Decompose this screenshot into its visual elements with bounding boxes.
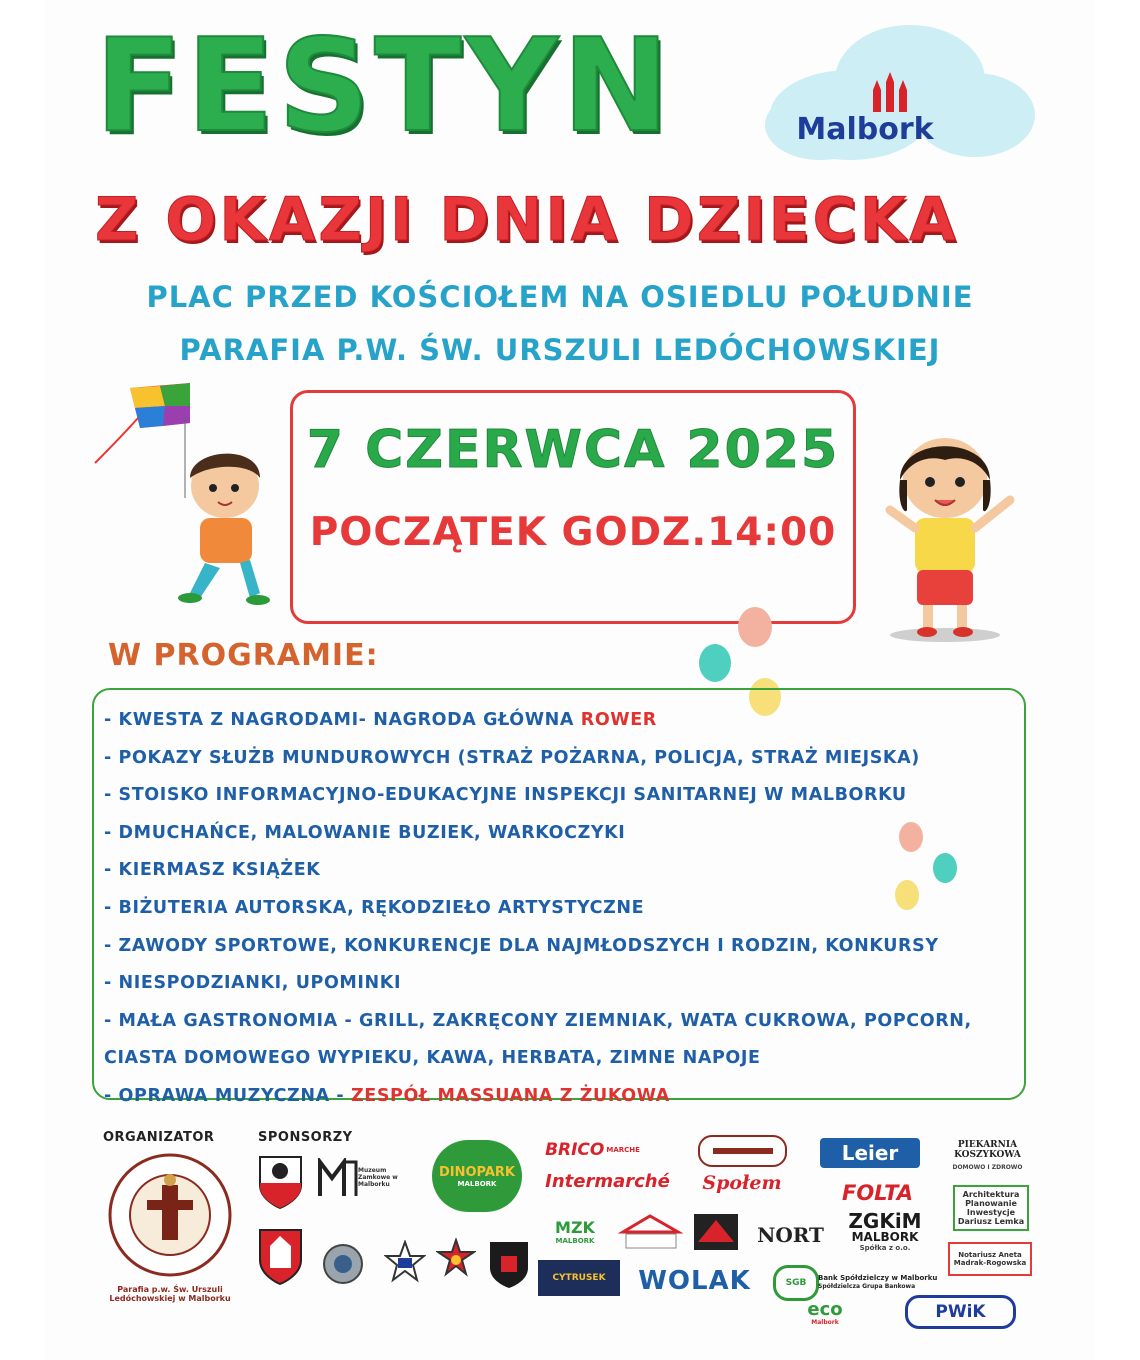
eco-logo: eco Malbork	[807, 1298, 843, 1326]
program-item: - KIERMASZ KSIĄŻEK	[104, 860, 321, 881]
brico-sub: MARCHE	[606, 1146, 640, 1154]
muzeum-logo	[318, 1155, 413, 1200]
program-item: - KWESTA Z NAGRODAMI- NAGRODA GŁÓWNA ROWER	[104, 710, 657, 730]
bank-logo: Bank Spółdzielczy w Malborku Spółdzielcza Grupa Bankowa	[818, 1273, 938, 1290]
folta-logo: FOLTA	[841, 1181, 914, 1205]
castle-crest-icon	[258, 1228, 303, 1286]
pwik-logo: PWiK	[905, 1295, 1016, 1329]
organizer-label: ORGANIZATOR	[103, 1130, 215, 1145]
zgkim-logo: ZGKiM MALBORK Spółka z o.o.	[848, 1208, 922, 1252]
piekarnia-logo: PIEKARNIA KOSZYKOWA DOMOWO I ZDROWO	[952, 1139, 1023, 1171]
location-line-2: PARAFIA P.W. ŚW. URSZULI LEDÓCHOWSKIEJ	[179, 333, 941, 367]
dinopark-sub: MALBORK	[457, 1179, 497, 1188]
dinopark-logo	[432, 1140, 522, 1212]
intermarche-logo: Intermarché	[545, 1170, 670, 1192]
girl-illustration	[885, 430, 1035, 645]
notariusz-logo: Notariusz Aneta Madrak-Rogowska	[948, 1242, 1032, 1276]
spolem-logo: Społem	[702, 1172, 782, 1194]
program-title: W PROGRAMIE:	[108, 638, 379, 673]
pizzeria-logo	[698, 1135, 787, 1167]
program-item: - DMUCHAŃCE, MALOWANIE BUZIEK, WARKOCZYKI	[104, 822, 626, 843]
sponsors-label: SPONSORZY	[258, 1130, 353, 1145]
event-date: 7 CZERWCA 2025	[306, 420, 840, 480]
badge-icon-1	[322, 1243, 364, 1285]
poster-subtitle: Z OKAZJI DNIA DZIECKA	[95, 185, 959, 255]
program-list	[104, 702, 1034, 1115]
program-item: - POKAZY SŁUŻB MUNDUROWYCH (STRAŻ POŻARNA, POLICJA, STRAŻ MIEJSKA)	[104, 747, 920, 768]
city-guard-icon	[488, 1240, 530, 1290]
architektura-logo: Architektura Planowanie Inwestycje Dariusz Lemka	[953, 1185, 1029, 1231]
program-item: - ZAWODY SPORTOWE, KONKURENCJE DLA NAJMŁODSZYCH I RODZIN, KONKURSY	[104, 935, 939, 956]
program-item: - MAŁA GASTRONOMIA - GRILL, ZAKRĘCONY ZIEMNIAK, WATA CUKROWA, POPCORN, CIASTA DOMOWEGO WYPIEKU, KAWA, HERBATA, ZIMNE NAPOJE	[104, 1010, 972, 1069]
program-item: - BIŻUTERIA AUTORSKA, RĘKODZIEŁO ARTYSTYCZNE	[104, 897, 645, 918]
start-time: POCZĄTEK GODZ.14:00	[309, 510, 837, 555]
parish-seal-text: Parafia p.w. Św. Urszuli Ledóchowskiej w Malborku	[109, 1285, 231, 1303]
fire-brigade-icon	[436, 1238, 476, 1288]
roof-logo-icon	[618, 1212, 683, 1252]
boy-icon	[178, 454, 270, 605]
mzk-logo: MZK MALBORK	[555, 1217, 595, 1245]
program-item: - STOISKO INFORMACYJNO-EDUKACYJNE INSPEKCJI SANITARNEJ W MALBORKU	[104, 785, 907, 806]
przyszlosc-logo-icon	[692, 1212, 740, 1252]
kite-icon	[95, 383, 190, 498]
leier-logo: Leier	[820, 1138, 920, 1168]
cloud-logo	[760, 20, 1035, 170]
parish-seal-logo	[105, 1150, 235, 1280]
program-item: - NIESPODZIANKI, UPOMINKI	[104, 973, 402, 994]
sgb-logo: SGB	[773, 1265, 819, 1301]
location-line-1: PLAC PRZED KOŚCIOŁEM NA OSIEDLU POŁUDNIE	[146, 280, 974, 314]
dinopark-text: DINOPARK	[438, 1164, 516, 1180]
program-item: - OPRAWA MUZYCZNA - ZESPÓŁ MASSUANA Z ŻUKOWA	[104, 1085, 670, 1106]
muzeum-mark-icon	[318, 1158, 358, 1198]
pizzeria-icon	[713, 1148, 773, 1154]
kite-boy-illustration	[90, 378, 290, 618]
muzeum-text: Muzeum Zamkowe w Malborku	[358, 1167, 398, 1188]
crest-icon	[258, 1155, 303, 1210]
police-star-icon	[384, 1240, 426, 1288]
brico-text: BRICO	[545, 1140, 605, 1160]
wolak-logo: WOLAK	[638, 1266, 751, 1296]
poster-title: FESTYN	[95, 12, 674, 161]
malbork-logo-text: Malbork	[796, 112, 934, 147]
nort-logo: NORT	[757, 1223, 824, 1247]
cytrusek-logo: CYTRUSEK	[538, 1260, 620, 1296]
brico-logo	[540, 1140, 645, 1160]
